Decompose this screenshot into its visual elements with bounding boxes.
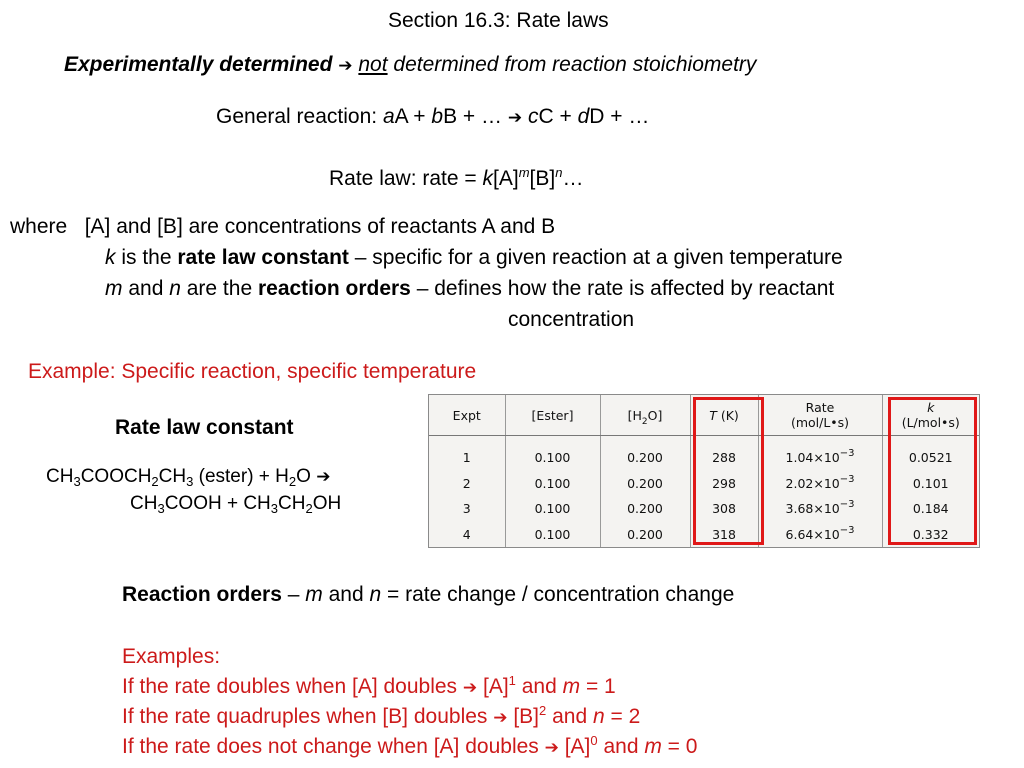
where-n: n xyxy=(169,277,181,300)
subtitle-rest: determined from reaction stoichiometry xyxy=(393,53,757,76)
ex2-var: n xyxy=(592,705,605,728)
where-m: m xyxy=(105,277,123,300)
cell-ester: 0.100 xyxy=(505,496,600,521)
reaction-orders-line xyxy=(122,582,734,608)
where-text-3: – defines how the rate is affected by reactant xyxy=(410,277,835,300)
orders-dash: – xyxy=(281,583,306,606)
where-are: are the xyxy=(180,277,258,300)
ex1-eq: = 1 xyxy=(580,675,616,698)
coef-a: a xyxy=(382,105,395,128)
cell-expt: 2 xyxy=(462,475,471,491)
rate-exponent: −3 xyxy=(839,447,855,459)
cell-ester: 0.100 xyxy=(505,522,600,547)
where-text-2: – specific for a given reaction at a given temperature xyxy=(348,246,843,269)
orders-m: m xyxy=(305,583,323,606)
cell-expt: 1 xyxy=(462,449,471,465)
general-label: General reaction: xyxy=(216,105,383,128)
rate-header-l2: (mol/L•s) xyxy=(790,415,850,430)
cell-temperature: 298 xyxy=(690,471,758,496)
cell-rate xyxy=(758,496,882,521)
arrow-icon: ➔ xyxy=(462,678,478,698)
cell-ester: 0.100 xyxy=(505,471,600,496)
k-highlight-box xyxy=(888,397,977,545)
where-line-2 xyxy=(105,245,843,271)
ester-reaction-line-2 xyxy=(130,491,341,517)
cell-k: 0.332 xyxy=(882,522,979,547)
subtitle-not: not xyxy=(358,53,388,76)
rate-law-m: m xyxy=(518,165,530,180)
ex1-pre: If the rate doubles when [A] doubles xyxy=(122,675,463,698)
rate-law-tail: … xyxy=(562,167,584,190)
arrow-icon: ➔ xyxy=(493,708,508,728)
cell-rate xyxy=(758,436,882,471)
rate-exponent: −3 xyxy=(839,473,855,485)
where-and: and xyxy=(122,277,170,300)
h2o-part: [H xyxy=(627,407,642,423)
rate-law xyxy=(329,166,583,192)
cell-expt: 3 xyxy=(462,501,471,517)
r2-sub: 3 xyxy=(270,501,279,516)
r1-part: COOCH xyxy=(80,466,152,487)
ex2-and: and xyxy=(546,705,593,728)
subtitle-bold: Experimentally determined xyxy=(64,53,333,76)
example-heading: Example: Specific reaction, specific temperature xyxy=(28,360,477,383)
ex1-and: and xyxy=(515,675,563,698)
coef-b: b xyxy=(431,105,444,128)
ex2-pre: If the rate quadruples when [B] doubles xyxy=(122,705,494,728)
ex3-sup: 0 xyxy=(590,733,598,748)
r2-sub: 2 xyxy=(305,501,313,516)
reaction-orders-bold: Reaction orders xyxy=(122,583,282,606)
arrow-icon: ➔ xyxy=(338,56,353,76)
where-line-1 xyxy=(10,214,555,240)
col-header-ester: [Ester] xyxy=(505,395,600,436)
rate-law-label: Rate law: rate = xyxy=(329,167,483,190)
r1-sub: 2 xyxy=(151,474,159,489)
rate-header-l1: Rate xyxy=(805,400,835,415)
where-k: k xyxy=(105,246,116,269)
ester-rate-table-image xyxy=(428,394,980,548)
rlc-heading: Rate law constant xyxy=(115,416,294,439)
rate-exponent: −3 xyxy=(839,524,855,536)
ex1-var: m xyxy=(562,675,581,698)
species-c: C + xyxy=(538,105,578,128)
r2-part: CH xyxy=(130,493,158,514)
ex2-eq: = 2 xyxy=(604,705,641,728)
ex2-sup: 2 xyxy=(539,703,547,718)
col-header-expt: Expt xyxy=(429,395,505,436)
t-unit: (K) xyxy=(716,407,739,423)
rate-exponent: −3 xyxy=(839,499,855,511)
where-lead: where xyxy=(10,215,68,238)
h2o-part: O] xyxy=(647,407,663,423)
arrow-icon: ➔ xyxy=(507,108,523,128)
example-line-3 xyxy=(122,734,697,761)
rate-law-n: n xyxy=(555,165,563,180)
example-line-2 xyxy=(122,704,640,731)
cell-k: 0.101 xyxy=(882,471,979,496)
cell-temperature: 318 xyxy=(690,522,758,547)
ex3-var: m xyxy=(644,735,662,758)
ex1-sup: 1 xyxy=(508,673,516,688)
k-header-l2: (L/mol•s) xyxy=(901,415,960,430)
r1-part: O xyxy=(296,466,317,487)
r1-part: CH xyxy=(158,466,187,487)
cell-temperature: 288 xyxy=(690,436,758,471)
col-header-rate xyxy=(758,395,882,436)
r2-part: OH xyxy=(312,493,342,514)
cell-expt: 4 xyxy=(462,526,471,542)
cell-ester: 0.100 xyxy=(505,436,600,471)
r1-sub: 3 xyxy=(186,474,194,489)
where-is: is the xyxy=(115,246,178,269)
where-line-4: concentration xyxy=(508,308,635,331)
arrow-icon: ➔ xyxy=(544,738,559,758)
ex3-and: and xyxy=(597,735,645,758)
temperature-highlight-box xyxy=(693,397,764,545)
r2-part: COOH + CH xyxy=(164,493,271,514)
arrow-icon: ➔ xyxy=(316,467,331,487)
r1-part: CH xyxy=(46,466,74,487)
ex2-post: [B] xyxy=(507,705,540,728)
cell-k: 0.184 xyxy=(882,496,979,521)
cell-k: 0.0521 xyxy=(882,436,979,471)
cell-rate xyxy=(758,522,882,547)
subtitle xyxy=(64,52,756,79)
species-b: B + … xyxy=(443,105,508,128)
cell-h2o: 0.200 xyxy=(600,436,690,471)
ex1-post: [A] xyxy=(477,675,509,698)
rate-mantissa: 1.04×10 xyxy=(785,449,840,465)
ex3-post: [A] xyxy=(558,735,591,758)
ex3-pre: If the rate does not change when [A] doubles xyxy=(122,735,545,758)
t-symbol: T xyxy=(709,407,717,423)
orders-n: n xyxy=(369,583,382,606)
cell-h2o: 0.200 xyxy=(600,496,690,521)
r1-part: (ester) + H xyxy=(193,466,289,487)
coef-d: d xyxy=(577,105,590,128)
rate-mantissa: 6.64×10 xyxy=(785,526,840,542)
species-d: D + … xyxy=(589,105,650,128)
col-header-h2o xyxy=(600,395,690,436)
orders-and: and xyxy=(322,583,370,606)
rate-mantissa: 2.02×10 xyxy=(785,475,840,491)
rate-mantissa: 3.68×10 xyxy=(785,501,840,517)
cell-h2o: 0.200 xyxy=(600,471,690,496)
k-header-l1: k xyxy=(927,400,935,415)
cell-temperature: 308 xyxy=(690,496,758,521)
ex3-eq: = 0 xyxy=(661,735,698,758)
r2-sub: 3 xyxy=(157,501,165,516)
ester-reaction-line-1 xyxy=(46,464,330,490)
cell-rate xyxy=(758,471,882,496)
rate-law-constant-term: rate law constant xyxy=(177,246,349,269)
page-title: Section 16.3: Rate laws xyxy=(388,9,609,32)
r1-sub: 2 xyxy=(288,474,297,489)
orders-rest: = rate change / concentration change xyxy=(381,583,735,606)
cell-h2o: 0.200 xyxy=(600,522,690,547)
example-line-1 xyxy=(122,674,616,701)
r1-sub: 3 xyxy=(73,474,81,489)
coef-c: c xyxy=(527,105,539,128)
rate-law-a: [A] xyxy=(493,167,519,190)
h2o-sub: 2 xyxy=(641,416,648,427)
general-reaction xyxy=(216,104,649,131)
where-line-3 xyxy=(105,276,834,302)
examples-heading: Examples: xyxy=(122,645,221,668)
rate-law-b: [B] xyxy=(529,167,556,190)
where-text-1: [A] and [B] are concentrations of reactants A and B xyxy=(84,215,556,238)
r2-part: CH xyxy=(278,493,306,514)
species-a: A + xyxy=(394,105,432,128)
reaction-orders-term: reaction orders xyxy=(257,277,411,300)
rate-law-k: k xyxy=(482,167,493,190)
